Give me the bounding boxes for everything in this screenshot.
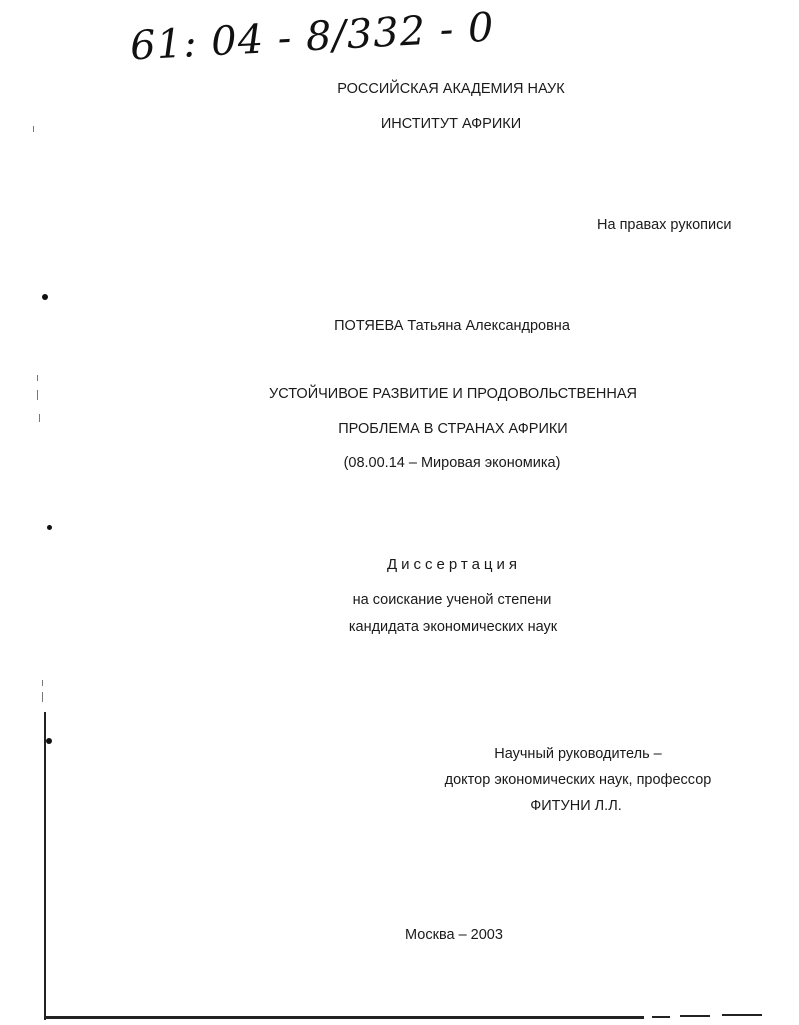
scan-tick-6 [42, 692, 43, 702]
scan-tick-1 [33, 126, 34, 132]
scan-tick-3 [37, 390, 38, 400]
degree-line-2: кандидата экономических наук [348, 619, 558, 635]
scan-bottom-dash-1 [652, 1016, 670, 1018]
title-line-2: ПРОБЛЕМА В СТРАНАХ АФРИКИ [338, 421, 568, 437]
scan-dot-2 [47, 525, 52, 530]
scan-bottom-dash-3 [722, 1014, 762, 1016]
manuscript-rights-note: На правах рукописи [597, 217, 732, 233]
scan-tick-4 [39, 414, 40, 422]
supervisor-name: ФИТУНИ Л.Л. [530, 798, 622, 814]
scan-bottom-border [44, 1016, 644, 1019]
scan-bottom-dash-2 [680, 1015, 710, 1017]
scan-tick-2 [37, 375, 38, 381]
specialty-code: (08.00.14 – Мировая экономика) [343, 455, 561, 471]
supervisor-role: Научный руководитель – [494, 746, 662, 762]
scan-dot-1 [42, 294, 48, 300]
academy-name: РОССИЙСКАЯ АКАДЕМИЯ НАУК [337, 81, 565, 97]
handwritten-catalog-number: 61: 04 - 8/332 - 0 [129, 4, 496, 70]
degree-line-1: на соискание ученой степени [352, 592, 552, 608]
work-type: Диссертация [386, 556, 522, 573]
place-and-year: Москва – 2003 [405, 927, 503, 943]
scan-tick-5 [42, 680, 43, 686]
scan-left-border [44, 712, 46, 1020]
title-line-1: УСТОЙЧИВОЕ РАЗВИТИЕ И ПРОДОВОЛЬСТВЕННАЯ [269, 386, 637, 402]
institute-name: ИНСТИТУТ АФРИКИ [380, 116, 522, 132]
supervisor-credentials: доктор экономических наук, профессор [444, 772, 712, 788]
author-name: ПОТЯЕВА Татьяна Александровна [334, 318, 570, 334]
scan-dot-3 [46, 738, 52, 744]
